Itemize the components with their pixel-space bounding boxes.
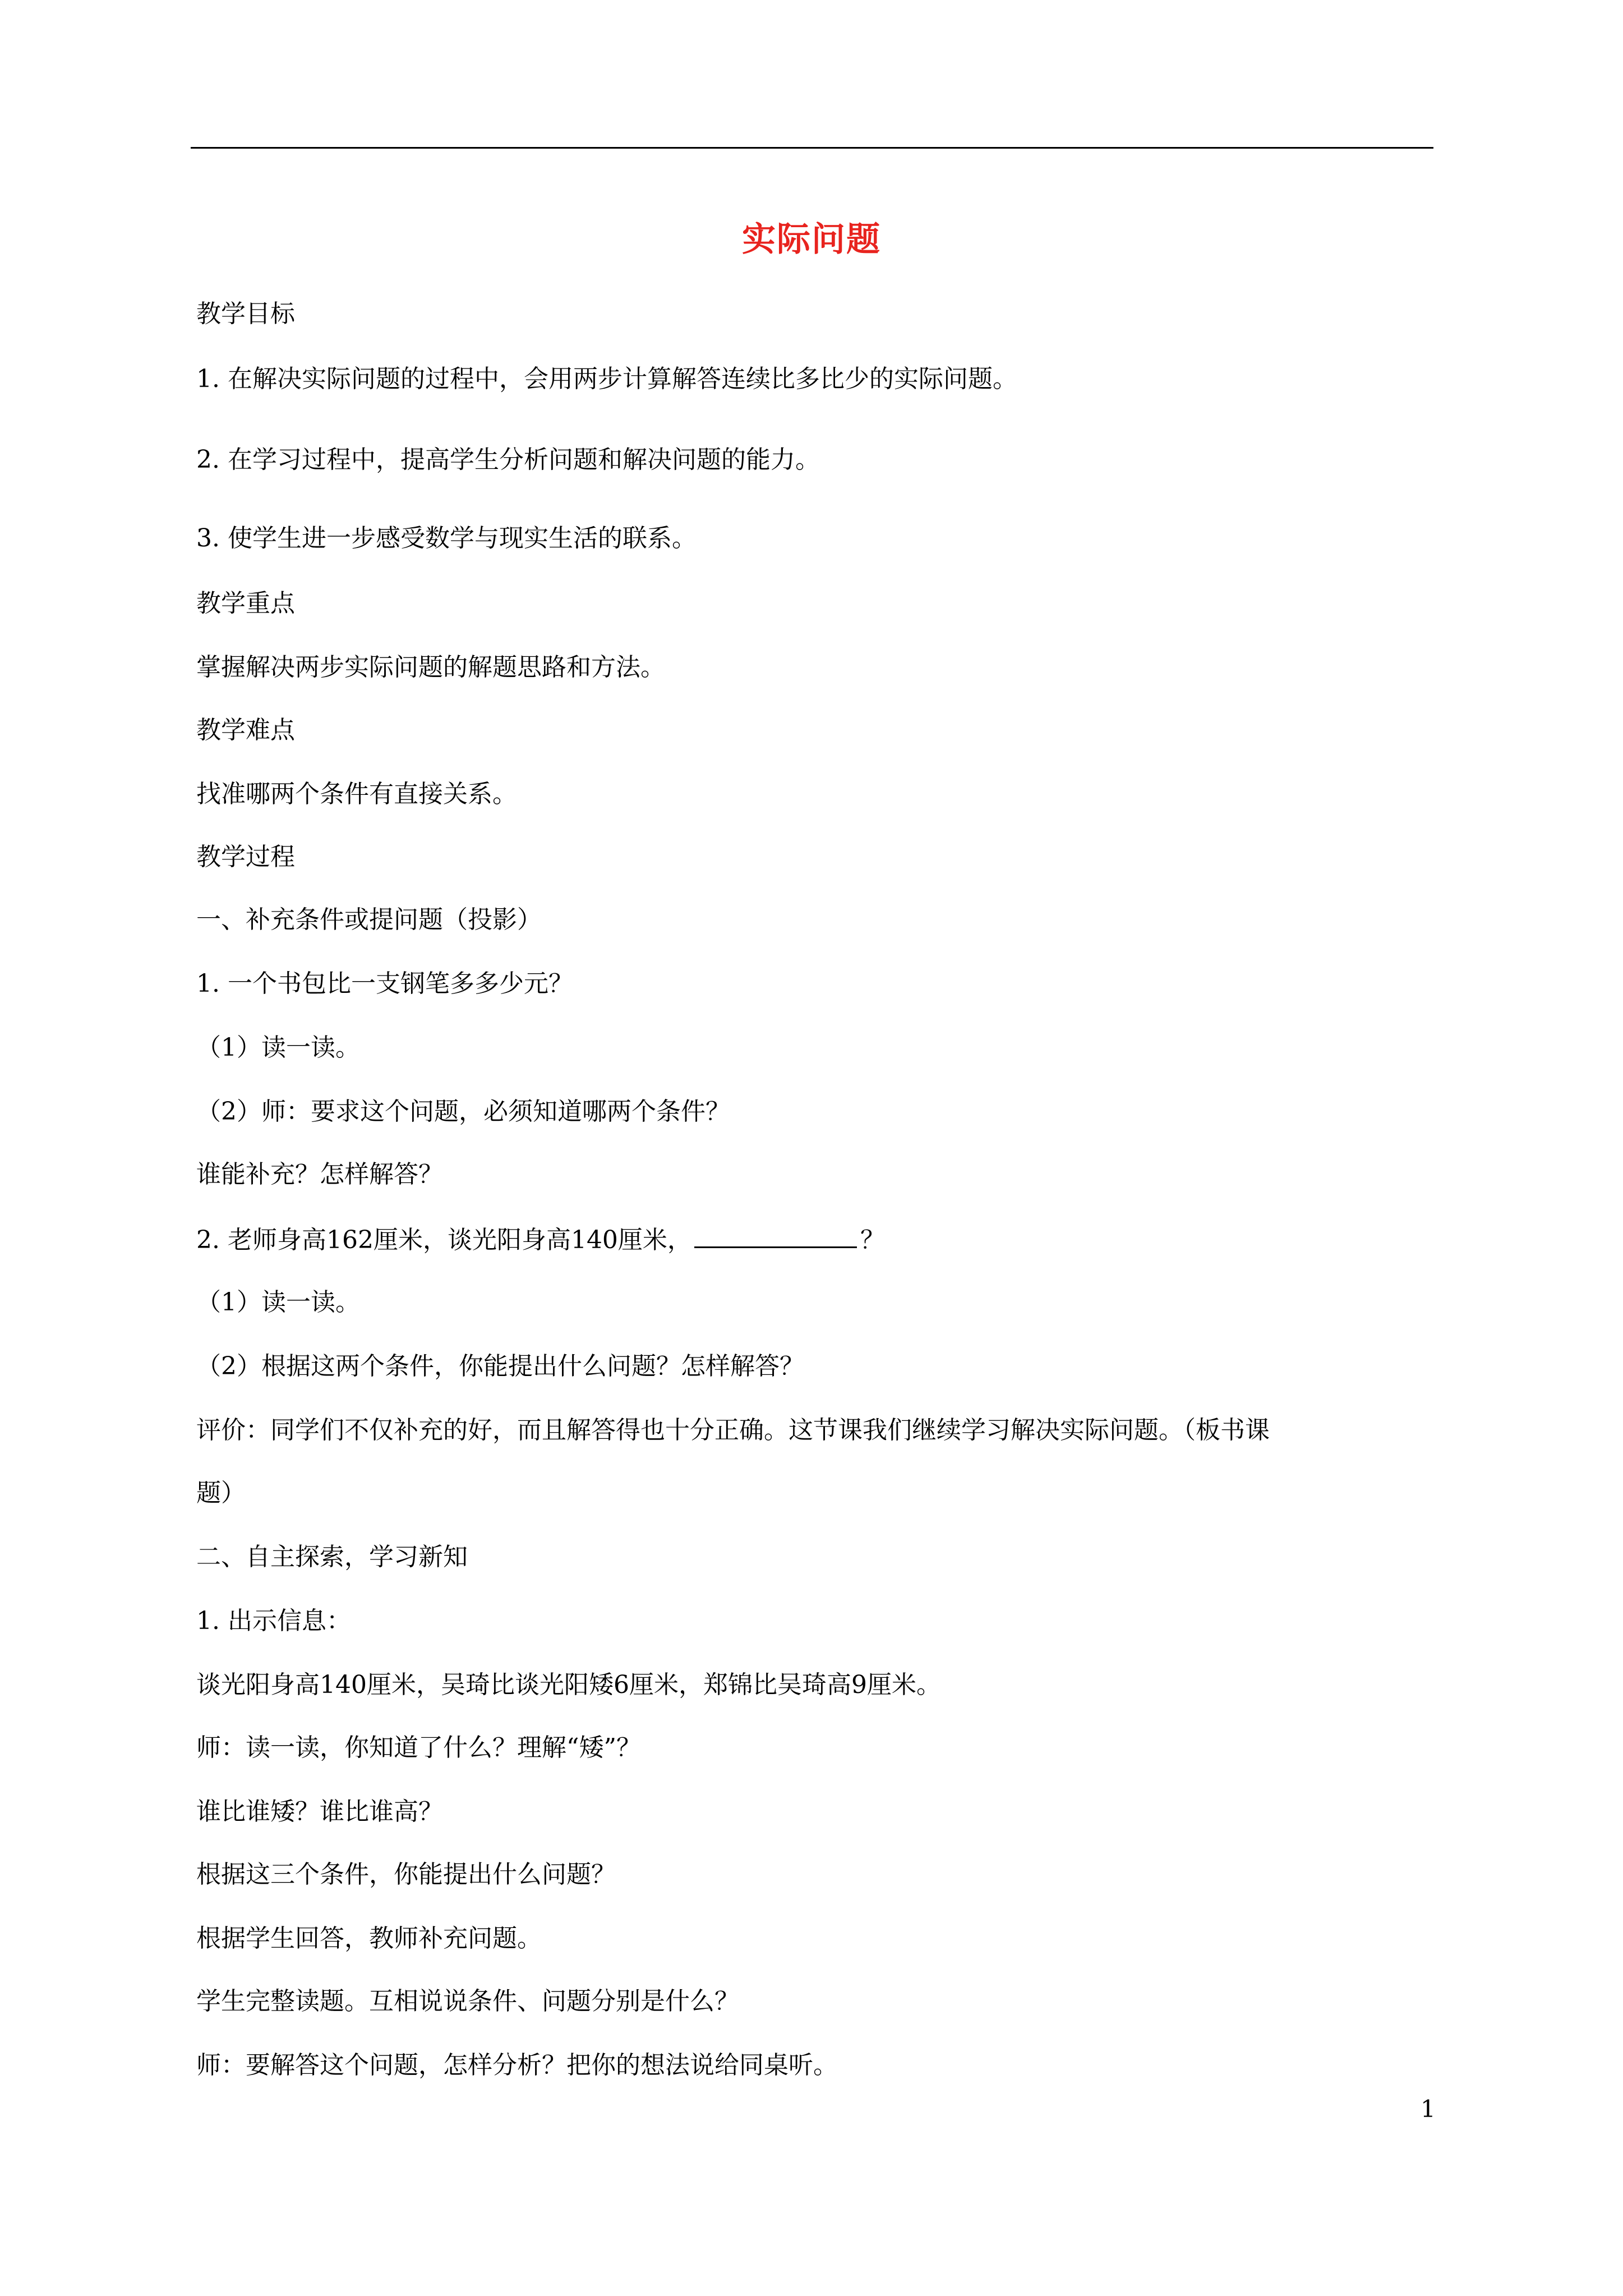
evaluation-text: 评价：同学们不仅补充的好，而且解答得也十分正确。这节课我们继续学习解决实际问题。（板书课 [196,1416,1270,1444]
key-points-text: 掌握解决两步实际问题的解题思路和方法。 [196,653,665,682]
problem-1-step-1: （1）读一读。 [196,1033,360,1062]
objective-2: 2. 在学习过程中，提高学生分析问题和解决问题的能力。 [196,445,820,474]
objective-3: 3. 使学生进一步感受数学与现实生活的联系。 [196,524,697,553]
problem-2-question-mark: ？ [860,1226,885,1254]
question-conditions: 根据这三个条件，你能提出什么问题？ [196,1860,616,1889]
problem-2-text: 2. 老师身高162厘米，谈光阳身高140厘米， [196,1226,692,1254]
header-rule [191,147,1433,149]
teacher-prompt-1: 师：读一读，你知道了什么？理解“矮”？ [196,1733,641,1762]
teacher-prompt-2: 师：要解答这个问题，怎样分析？把你的想法说给同桌听。 [196,2051,838,2079]
heading-difficulties: 教学难点 [196,716,295,744]
document-title: 实际问题 [742,220,881,259]
heading-objectives: 教学目标 [196,300,295,328]
student-reading: 学生完整读题。互相说说条件、问题分别是什么？ [196,1987,739,2016]
info-text: 谈光阳身高140厘米，吴琦比谈光阳矮6厘米，郑锦比吴琦高9厘米。 [196,1671,941,1699]
section-1-heading: 一、补充条件或提问题（投影） [196,905,542,934]
answer-blank [694,1222,857,1248]
difficulties-text: 找准哪两个条件有直接关系。 [196,780,517,808]
objective-1: 1. 在解决实际问题的过程中，会用两步计算解答连续比多比少的实际问题。 [196,365,1017,393]
section-2-heading: 二、自主探索，学习新知 [196,1543,468,1571]
question-comparison: 谁比谁矮？谁比谁高？ [196,1797,443,1826]
page-number: 1 [1421,2095,1436,2123]
problem-1: 1. 一个书包比一支钢笔多多少元？ [196,969,573,998]
evaluation-text-continued: 题） [196,1479,246,1507]
heading-process: 教学过程 [196,843,295,871]
problem-1-step-2: （2）师：要求这个问题，必须知道哪两个条件？ [196,1097,730,1126]
problem-1-question: 谁能补充？怎样解答？ [196,1160,443,1189]
problem-2-step-1: （1）读一读。 [196,1288,360,1317]
problem-2 [196,1222,885,1257]
problem-2-step-2: （2）根据这两个条件，你能提出什么问题？怎样解答？ [196,1352,804,1381]
teacher-supplement: 根据学生回答，教师补充问题。 [196,1924,542,1953]
heading-key-points: 教学重点 [196,589,295,618]
info-heading: 1. 出示信息： [196,1607,351,1635]
